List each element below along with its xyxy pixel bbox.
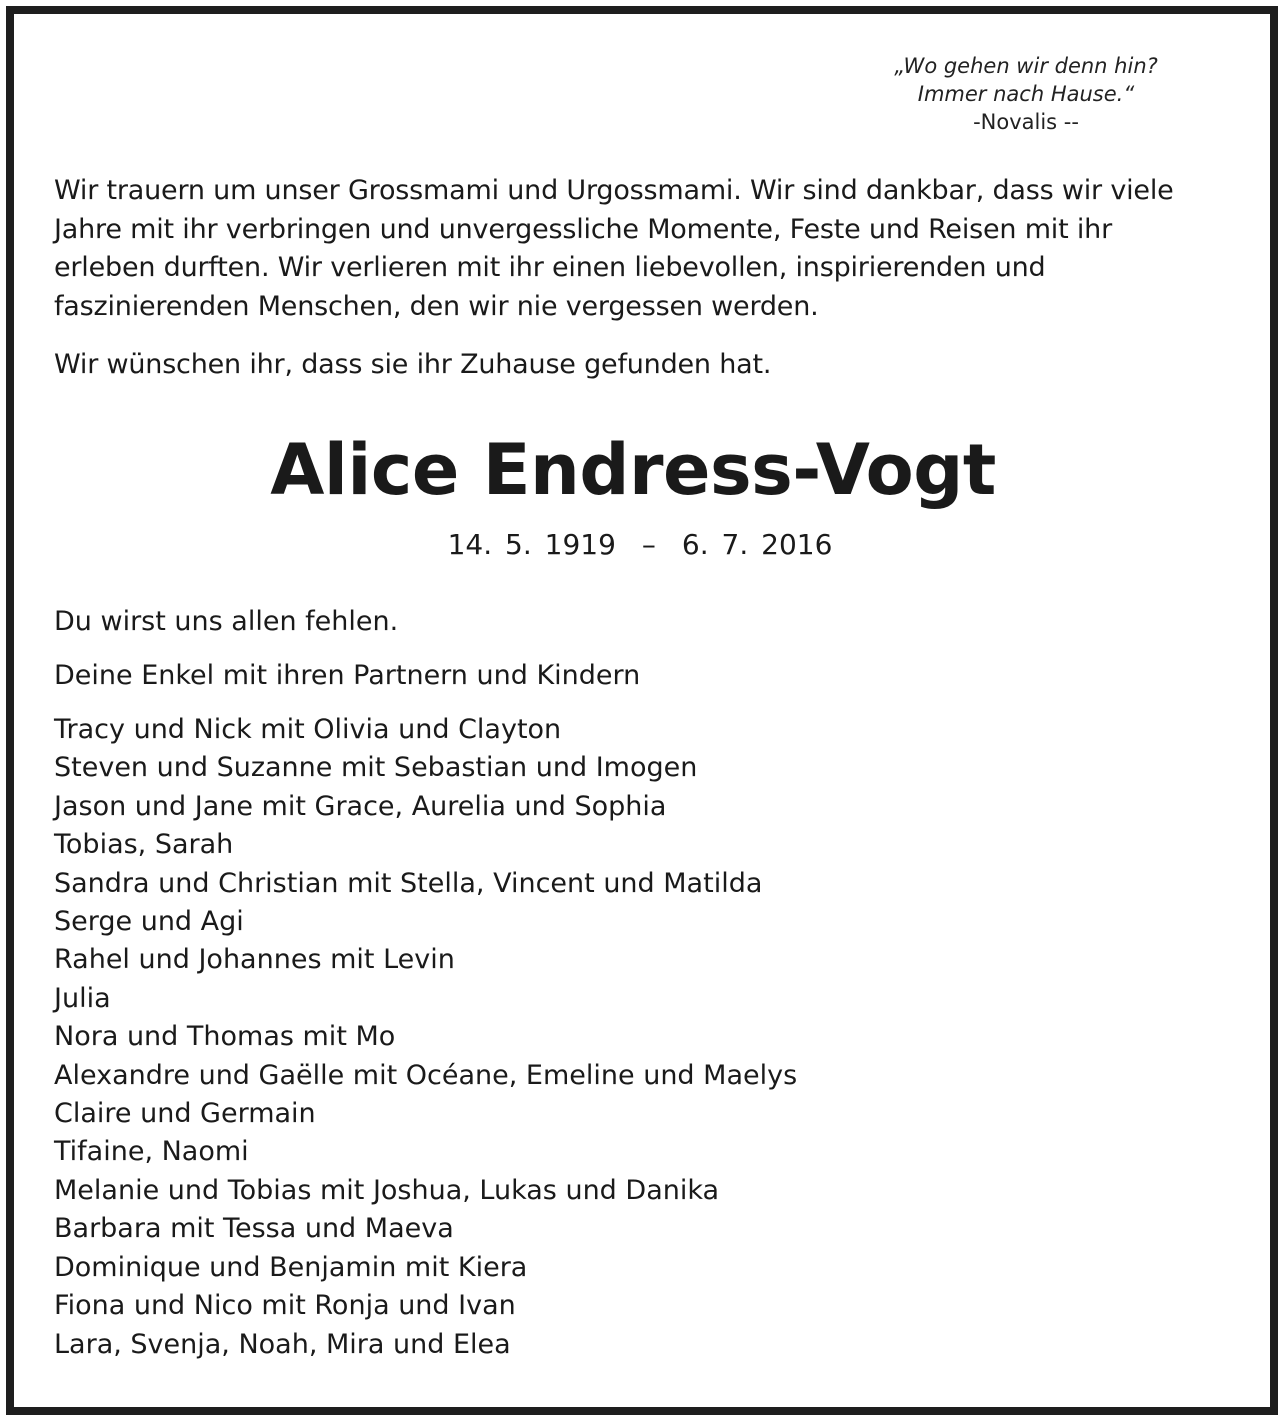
closing-line: Du wirst uns allen fehlen.: [54, 606, 399, 637]
family-member: Tracy und Nick mit Olivia und Clayton: [54, 714, 562, 745]
family-member: Rahel und Johannes mit Levin: [54, 944, 455, 976]
deceased-name: Alice Endress-Vogt: [270, 429, 996, 511]
family-member: Alexandre und Gaëlle mit Océane, Emeline und Maelys: [54, 1059, 798, 1091]
family-member: Tifaine, Naomi: [54, 1136, 249, 1168]
date-separator: –: [641, 528, 656, 561]
family-member: Fiona und Nico mit Ronja und Ivan: [54, 1290, 516, 1322]
family-member: Jason und Jane mit Grace, Aurelia und Sophia: [54, 790, 667, 822]
death-date: 6. 7. 2016: [681, 528, 833, 561]
life-dates: [0, 526, 1280, 564]
quote-author: -Novalis --: [973, 110, 1079, 134]
quote-line-1: „Wo gehen wir denn hin?: [894, 54, 1158, 78]
family-member: Julia: [54, 982, 111, 1014]
family-member: Melanie und Tobias mit Joshua, Lukas und Danika: [54, 1174, 720, 1206]
quote-line-2: Immer nach Hause.“: [917, 82, 1135, 106]
family-list: [54, 711, 797, 1364]
family-member: Barbara mit Tessa und Maeva: [54, 1213, 454, 1245]
family-member: Steven und Suzanne mit Sebastian und Imogen: [54, 752, 698, 784]
intro-text: [54, 172, 1194, 385]
family-member: Claire und Germain: [54, 1098, 316, 1130]
intro-paragraph-2: Wir wünschen ihr, dass sie ihr Zuhause gefunden hat.: [54, 349, 772, 380]
family-member: Serge und Agi: [54, 906, 244, 938]
family-member: Tobias, Sarah: [54, 829, 234, 861]
birth-date: 14. 5. 1919: [447, 528, 616, 561]
family-member: Dominique und Benjamin mit Kiera: [54, 1251, 528, 1283]
novalis-quote: [846, 52, 1206, 136]
intro-paragraph-1: Wir trauern um unser Grossmami und Urgossmami. Wir sind dankbar, dass wir viele Jahre mit ihr verbringen und unvergessliche Momente, Feste und Reisen mit ihr erleben durften. Wir verlieren mit ihr einen liebevollen, inspirierenden und faszinierenden Menschen, den wir nie vergessen werden.: [54, 175, 1174, 322]
family-member: Nora und Thomas mit Mo: [54, 1021, 396, 1053]
family-heading: Deine Enkel mit ihren Partnern und Kindern: [54, 660, 641, 691]
family-member: Sandra und Christian mit Stella, Vincent und Matilda: [54, 867, 763, 899]
family-member: Lara, Svenja, Noah, Mira und Elea: [54, 1328, 511, 1360]
